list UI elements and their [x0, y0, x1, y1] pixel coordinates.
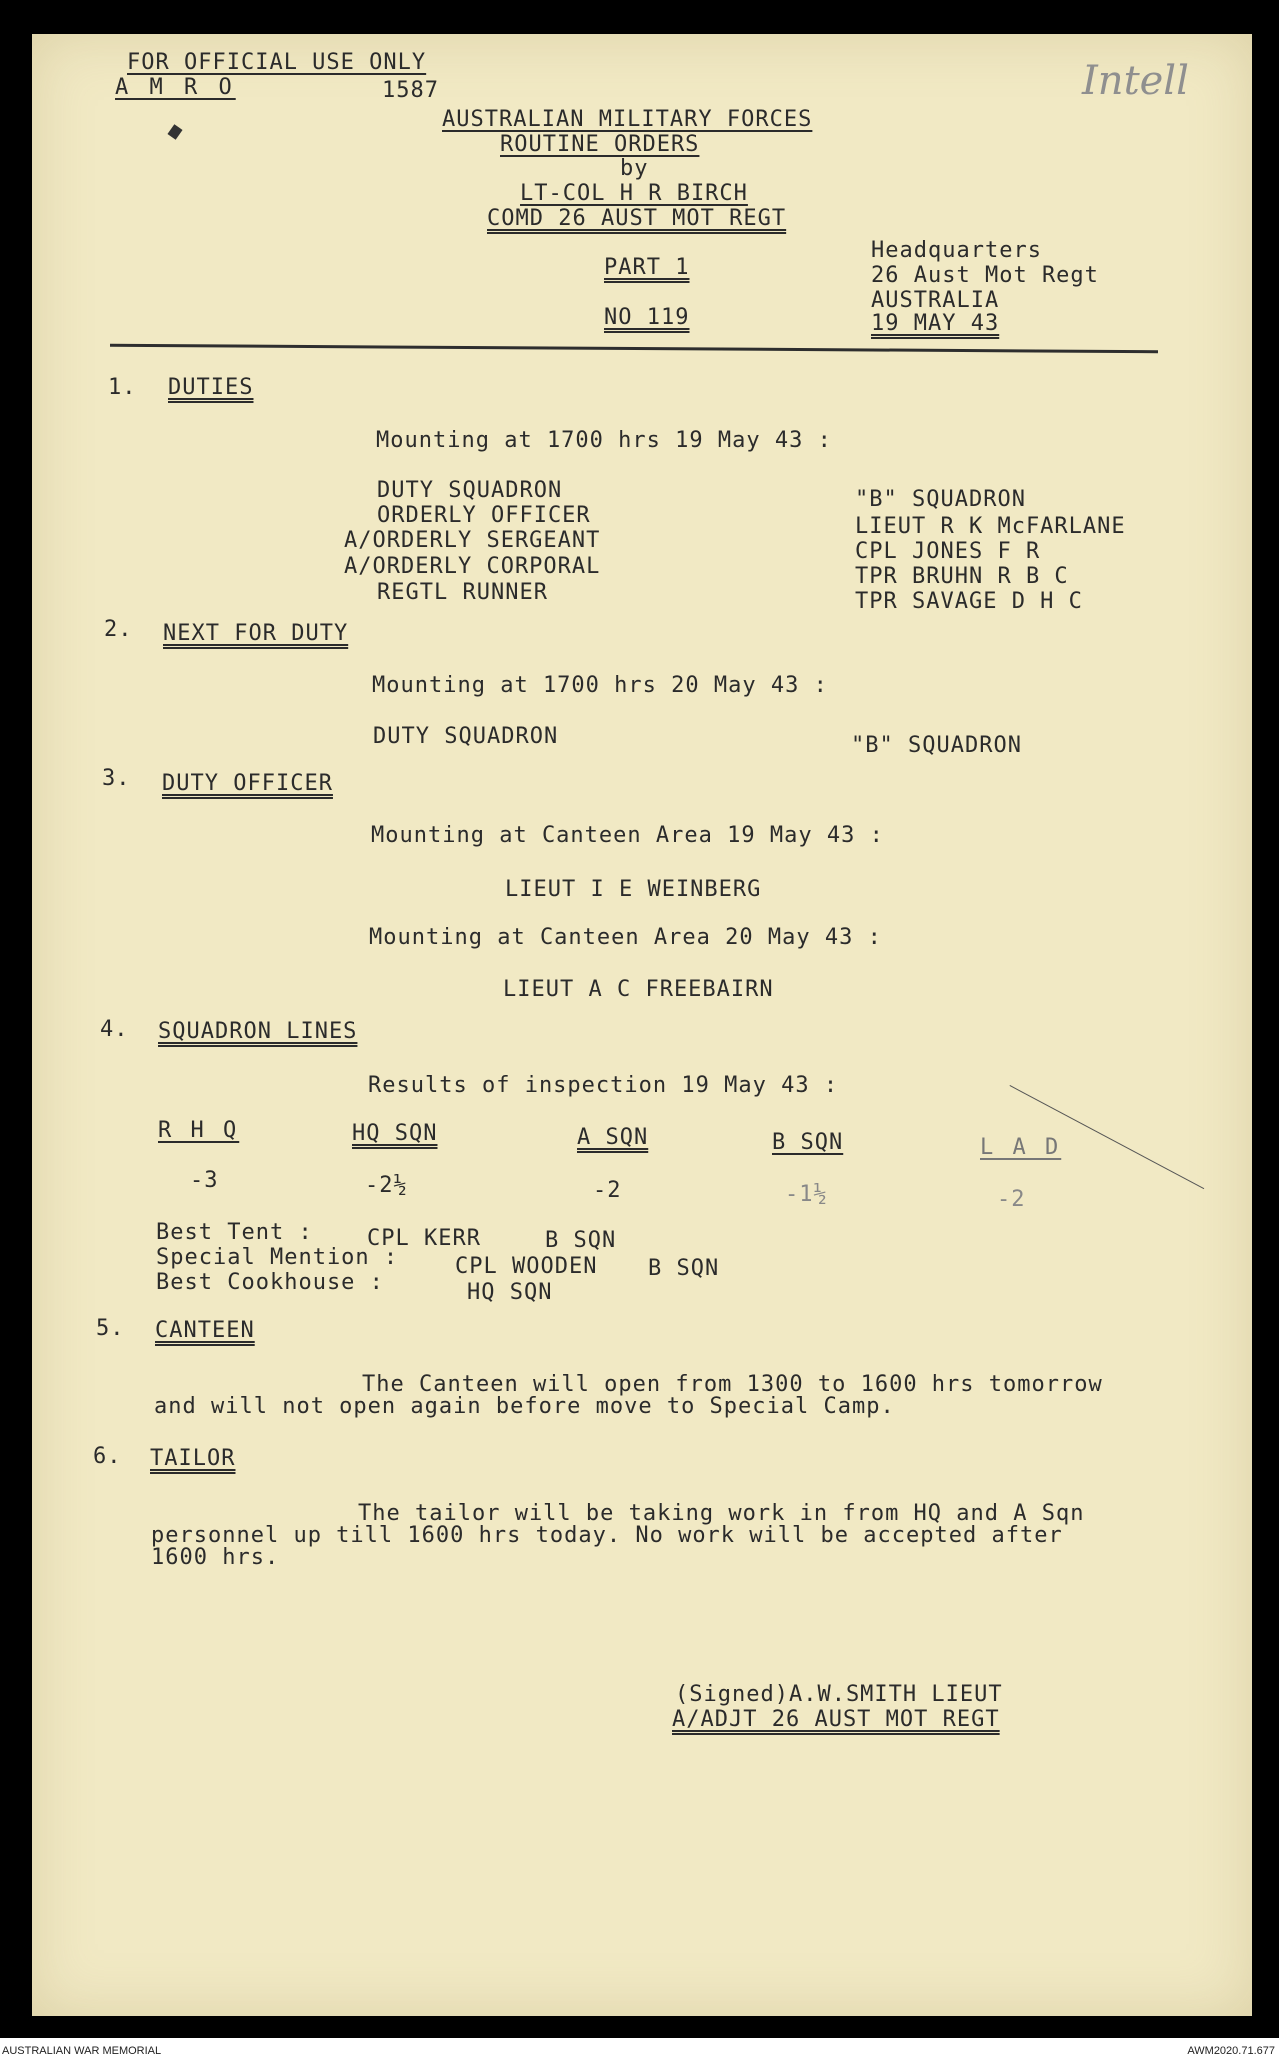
duty-role: A/ORDERLY CORPORAL [344, 554, 601, 579]
tailor-paragraph-line: 1600 hrs. [151, 1545, 280, 1570]
part-number: PART 1 [604, 255, 690, 280]
section-title-canteen: CANTEEN [155, 1318, 255, 1343]
canteen-paragraph-line: and will not open again before move to Special Camp. [154, 1394, 895, 1419]
hq-line-1: Headquarters [871, 238, 1042, 263]
best-tent-label: Best Tent : [156, 1220, 313, 1245]
duty-officer-mounting-2: Mounting at Canteen Area 20 May 43 : [369, 925, 882, 950]
footer-bar [0, 2038, 1279, 2061]
next-duty-assignee: "B" SQUADRON [851, 733, 1022, 758]
title-line-5: COMD 26 AUST MOT REGT [487, 206, 787, 231]
duty-assignee: TPR SAVAGE D H C [855, 589, 1083, 614]
section-number: 5. [96, 1316, 125, 1341]
footer-accession-number: AWM2020.71.677 [1187, 2045, 1275, 2057]
unit-header: HQ SQN [352, 1121, 438, 1146]
unit-header: L A D [980, 1135, 1062, 1160]
special-mention-name: CPL WOODEN [455, 1254, 598, 1279]
canteen-paragraph-line: The Canteen will open from 1300 to 1600 hrs tomorrow [362, 1372, 1103, 1397]
duty-officer-2: LIEUT A C FREEBAIRN [503, 977, 774, 1002]
unit-score: -2 [997, 1187, 1026, 1212]
duty-assignee: TPR BRUHN R B C [855, 564, 1069, 589]
unit-score: -2 [593, 1178, 622, 1203]
duty-assignee: LIEUT R K McFARLANE [855, 514, 1126, 539]
unit-score: -1½ [785, 1182, 828, 1207]
section-title-tailor: TAILOR [150, 1446, 236, 1471]
tailor-paragraph-line: personnel up till 1600 hrs today. No work will be accepted after [151, 1523, 1063, 1548]
unit-score: -2½ [365, 1173, 408, 1198]
special-mention-label: Special Mention : [156, 1245, 399, 1270]
best-cookhouse-label: Best Cookhouse : [156, 1270, 384, 1295]
title-line-3: by [620, 156, 649, 181]
duty-role: ORDERLY OFFICER [377, 503, 591, 528]
duty-officer-mounting-1: Mounting at Canteen Area 19 May 43 : [371, 823, 884, 848]
section-number: 2. [104, 617, 133, 642]
title-line-1: AUSTRALIAN MILITARY FORCES [442, 107, 813, 132]
hq-line-3: AUSTRALIA [871, 288, 1000, 313]
hq-date: 19 MAY 43 [871, 311, 1000, 336]
next-duty-mounting: Mounting at 1700 hrs 20 May 43 : [372, 673, 828, 698]
amro-label: A M R O [115, 75, 236, 100]
unit-score: -3 [190, 1168, 219, 1193]
best-tent-squadron: B SQN [545, 1228, 617, 1253]
section-title-duties: DUTIES [168, 375, 254, 400]
amro-number: 1587 [382, 78, 439, 103]
duty-role: A/ORDERLY SERGEANT [344, 528, 601, 553]
next-duty-role: DUTY SQUADRON [373, 724, 559, 749]
section-title-next-duty: NEXT FOR DUTY [163, 621, 349, 646]
duty-officer-1: LIEUT I E WEINBERG [505, 877, 762, 902]
signature-line-1: (Signed)A.W.SMITH LIEUT [675, 1682, 1003, 1707]
inspection-intro: Results of inspection 19 May 43 : [368, 1073, 839, 1098]
section-number: 3. [102, 766, 131, 791]
best-tent-name: CPL KERR [367, 1226, 481, 1251]
unit-header: R H Q [158, 1118, 240, 1143]
special-mention-squadron: B SQN [648, 1256, 720, 1281]
signature-line-2: A/ADJT 26 AUST MOT REGT [672, 1707, 1000, 1732]
duties-mounting: Mounting at 1700 hrs 19 May 43 : [376, 428, 832, 453]
unit-header: A SQN [577, 1125, 649, 1150]
tailor-paragraph-line: The tailor will be taking work in from HQ and A Sqn [358, 1501, 1085, 1526]
section-title-duty-officer: DUTY OFFICER [162, 771, 333, 796]
title-line-2: ROUTINE ORDERS [500, 132, 700, 157]
duty-role: DUTY SQUADRON [377, 478, 563, 503]
section-number: 4. [100, 1017, 129, 1042]
title-line-4: LT-COL H R BIRCH [520, 181, 748, 206]
handwritten-annotation: Intell [1082, 58, 1189, 104]
order-number: NO 119 [604, 305, 690, 330]
section-number: 1. [108, 375, 137, 400]
hq-line-2: 26 Aust Mot Regt [871, 263, 1099, 288]
best-cookhouse-squadron: HQ SQN [467, 1280, 553, 1305]
section-number: 6. [93, 1444, 122, 1469]
section-title-squadron-lines: SQUADRON LINES [158, 1019, 358, 1044]
duty-role: REGTL RUNNER [377, 580, 548, 605]
unit-header: B SQN [772, 1130, 844, 1155]
security-classification: FOR OFFICIAL USE ONLY [127, 50, 427, 75]
duty-assignee: "B" SQUADRON [855, 487, 1026, 512]
duty-assignee: CPL JONES F R [855, 539, 1041, 564]
footer-institution: AUSTRALIAN WAR MEMORIAL [2, 2045, 162, 2057]
